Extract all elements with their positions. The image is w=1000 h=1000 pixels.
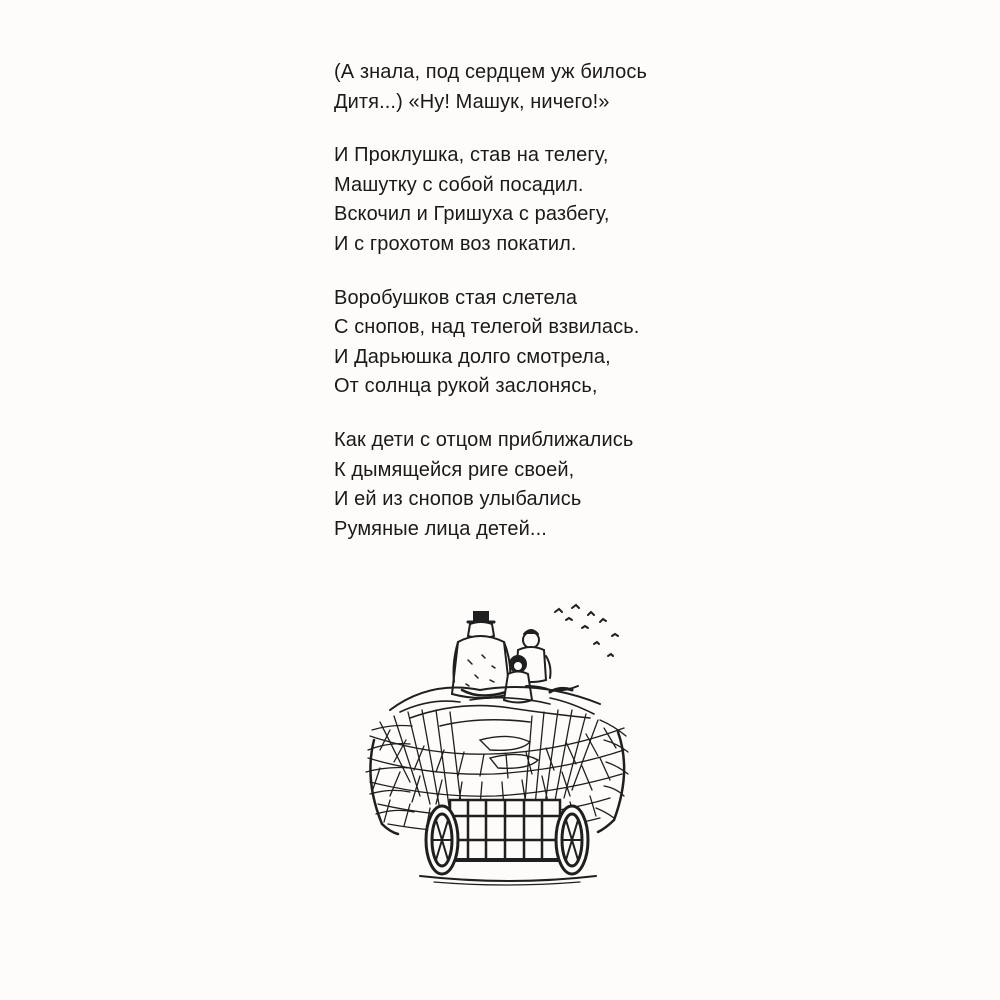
right-wheel <box>556 806 588 874</box>
poem-line: И Дарьюшка долго смотрела, <box>334 345 611 368</box>
poem-line: Воробушков стая слетела <box>334 286 578 309</box>
ground-shadow <box>420 876 596 881</box>
poem-line: И ей из снопов улыбались <box>334 488 582 511</box>
poem-line: К дымящейся риге своей, <box>334 458 575 481</box>
sparrows-flock <box>555 605 618 656</box>
hay-cart-illustration <box>350 600 640 900</box>
poem-line: Вскочил и Гришуха с разбегу, <box>334 203 610 226</box>
poem-line: Как дети с отцом приближались <box>334 428 634 451</box>
stanza-3 <box>334 284 754 402</box>
left-wheel <box>426 806 458 874</box>
poem-text <box>334 58 754 568</box>
poem-line: Дитя...) «Ну! Машук, ничего!» <box>334 90 610 113</box>
hay-cart-drawing <box>350 600 640 900</box>
poem-line: Машутку с собой посадил. <box>334 173 584 196</box>
cart-frame <box>450 800 560 860</box>
stanza-4 <box>334 426 754 544</box>
poem-line: Румяные лица детей... <box>334 517 547 540</box>
poem-line: И Проклушка, став на телегу, <box>334 144 609 167</box>
poem-line: С снопов, над телегой взвилась. <box>334 316 640 339</box>
poem-line: От солнца рукой заслонясь, <box>334 375 598 398</box>
poem-line: И с грохотом воз покатил. <box>334 232 577 255</box>
stanza-2 <box>334 141 754 259</box>
poem-line: (А знала, под сердцем уж билось <box>334 61 647 83</box>
father-figure <box>452 612 510 698</box>
stanza-1 <box>334 58 754 117</box>
